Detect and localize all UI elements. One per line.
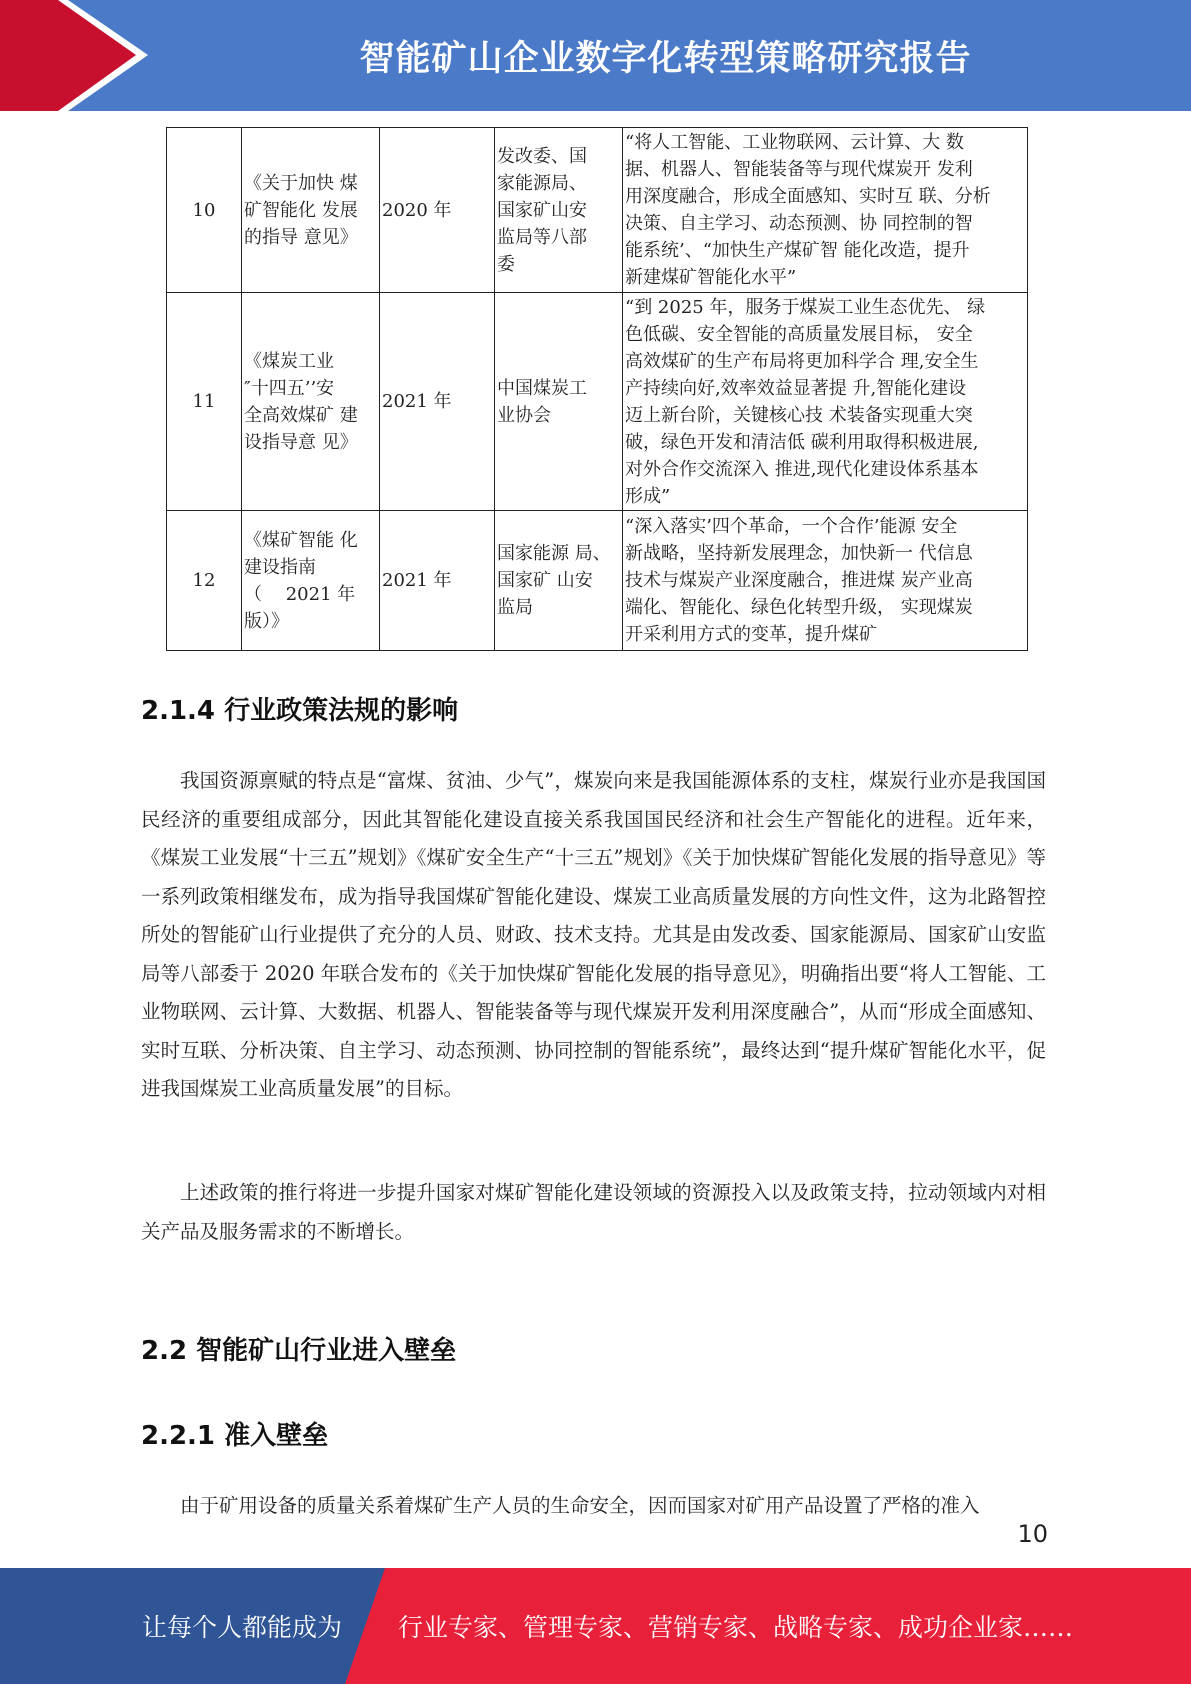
table-row — [167, 293, 1028, 511]
policy-table — [166, 127, 1028, 651]
table-cell-no: 11 — [167, 293, 242, 511]
report-title: 智能矿山企业数字化转型策略研究报告 — [359, 38, 972, 79]
table-cell-content: “深入落实’四个革命，一个合作’能源 安全 新战略，坚持新发展理念，加快新一 代信息 技术与煤炭产业深度融合，推进煤 炭产业高 端化、智能化、绿色化转型升级， 实现煤炭 开采利用方式的变革，提升煤矿 — [623, 511, 1028, 651]
footer-slogan-left: 让每个人都能成为 — [142, 1613, 343, 1642]
table-cell-dept: 国家能源 局、 国家矿 山安 监局 — [495, 511, 623, 651]
body-paragraph: 我国资源禀赋的特点是“富煤、贫油、少气”，煤炭向来是我国能源体系的支柱，煤炭行业亦是我国国民经济的重要组成部分，因此其智能化建设直接关系我国国民经济和社会生产智能化的进程。近年来，《煤炭工业发展“十三五”规划》《煤矿安全生产“十三五”规划》《关于加快煤矿智能化发展的指导意见》等一系列政策相继发布，成为指导我国煤矿智能化建设、煤炭工业高质量发展的方向性文件，这为北路智控所处的智能矿山行业提供了充分的人员、财政、技术支持。尤其是由发改委、国家能源局、国家矿山安监局等八部委于 2020 年联合发布的《关于加快煤矿智能化发展的指导意见》，明确指出要“将人工智能、工业物联网、云计算、大数据、机器人、智能装备等与现代煤炭开发利用深度融合”，从而“形成全面感知、实时互联、分析决策、自主学习、动态预测、协同控制的智能系统”，最终达到“提升煤矿智能化水平，促进我国煤炭工业高质量发展”的目标。 — [141, 769, 1046, 1100]
table-cell-dept: 中国煤炭工 业协会 — [495, 293, 623, 511]
page-number: 10 — [1017, 1520, 1048, 1548]
body-paragraph: 由于矿用设备的质量关系着煤矿生产人员的生命安全，因而国家对矿用产品设置了严格的准入 — [180, 1494, 980, 1517]
table-cell-name: 《煤炭工业 ″十四五’’安 全高效煤矿 建 设指导意 见》 — [242, 293, 380, 511]
table-cell-content: “将人工智能、工业物联网、云计算、大 数 据、机器人、智能装备等与现代煤炭开 发利 用深度融合，形成全面感知、实时互 联、分析 决策、自主学习、动态预测、协 同控制的智 能系统’、“加快生产煤矿智 能化改造，提升 新建煤矿智能化水平” — [623, 128, 1028, 293]
section-heading-2-2: 2.2 智能矿山行业进入壁垒 — [141, 1336, 457, 1366]
table-row — [167, 511, 1028, 651]
table-cell-name: 《煤矿智能 化 建设指南 （ 2021 年 版）》 — [242, 511, 380, 651]
table-cell-name: 《关于加快 煤 矿智能化 发展 的指导 意见》 — [242, 128, 380, 293]
table-cell-content: “到 2025 年，服务于煤炭工业生态优先、 绿 色低碳、安全智能的高质量发展目标， 安全 高效煤矿的生产布局将更加科学合 理,安全生 产持续向好,效率效益显著提 升,智能化建设 迈上新台阶，关键核心技 术装备实现重大突 破，绿色开发和清洁低 碳利用取得积极进展, 对外合作交流深入 推进,现代化建设体系基本 形成” — [623, 293, 1028, 511]
table-cell-no: 12 — [167, 511, 242, 651]
table-row — [167, 128, 1028, 293]
table-cell-year: 2021 年 — [380, 293, 495, 511]
body-paragraph: 上述政策的推行将进一步提升国家对煤矿智能化建设领域的资源投入以及政策支持，拉动领域内对相关产品及服务需求的不断增长。 — [141, 1181, 1046, 1243]
header-arrow-decoration — [0, 0, 160, 111]
table-cell-year: 2020 年 — [380, 128, 495, 293]
page-header — [0, 0, 1191, 111]
footer-slogan-right: 行业专家、管理专家、营销专家、战略专家、成功企业家…… — [398, 1613, 1074, 1642]
table-cell-dept: 发改委、国 家能源局、 国家矿山安 监局等八部 委 — [495, 128, 623, 293]
table-cell-no: 10 — [167, 128, 242, 293]
section-heading-2-1-4: 2.1.4 行业政策法规的影响 — [141, 696, 459, 726]
page-footer — [0, 1568, 1191, 1684]
section-heading-2-2-1: 2.2.1 准入壁垒 — [141, 1421, 329, 1451]
table-cell-year: 2021 年 — [380, 511, 495, 651]
